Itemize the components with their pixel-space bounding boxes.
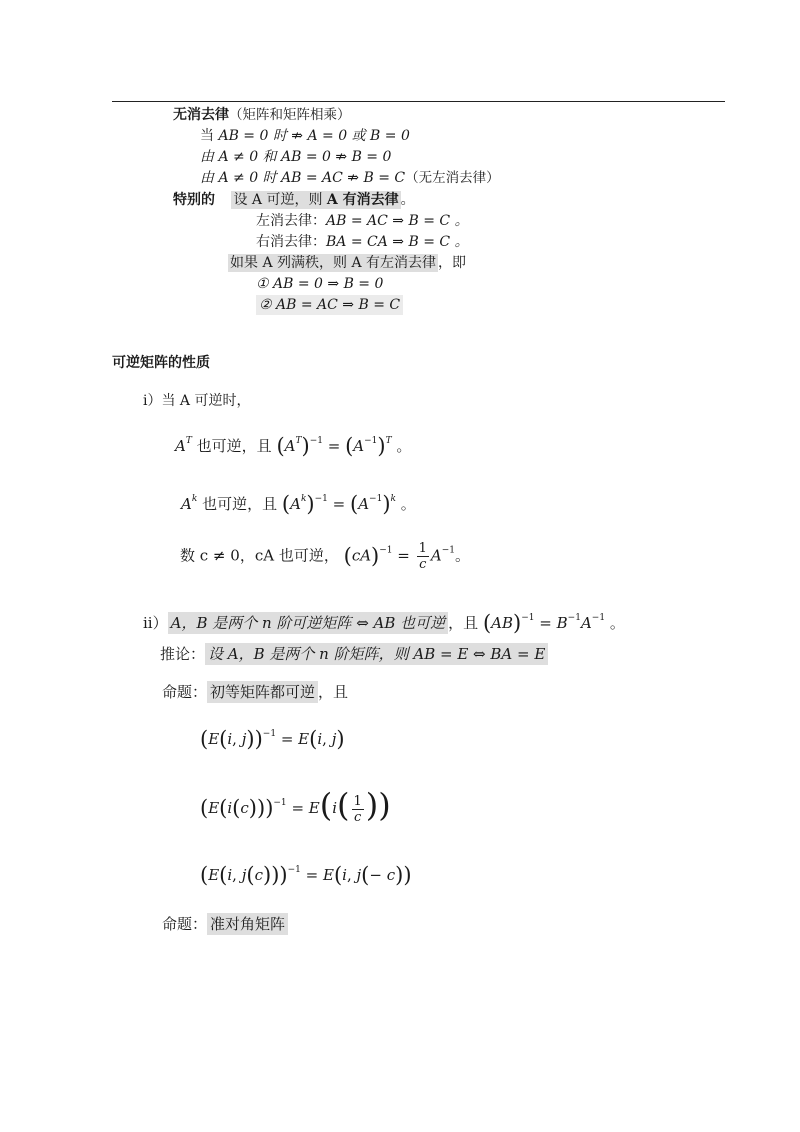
special-label: 特别的	[173, 192, 215, 208]
formula-transpose: $A^T$ 也可逆，且 $(A^T)^{-1} = (A^{-1})^T$ 。	[175, 434, 412, 458]
formula-scalar-text: 数 c ≠ 0，cA 也可逆，	[180, 546, 339, 565]
formula-scalar: 数 c ≠ 0，cA 也可逆， (cA)$^{-1}$ = $\frac{1}{c}$ $A^{-1}$。	[180, 541, 471, 572]
cancel-line-3-note: （无左消去律）	[405, 170, 500, 186]
special-end: 。	[400, 192, 415, 208]
cancel-line-3-formula: 由 A ≠ 0 时 AB = AC ⇏ B = C	[200, 170, 406, 186]
cancel-case-1: ① AB = 0 ⇒ B = 0	[256, 276, 384, 292]
proposition-1-end: ，且	[318, 683, 349, 701]
props-i-label: i）当 A 可逆时，	[143, 393, 251, 409]
proposition-2-label: 命题：	[162, 915, 208, 933]
fraction-one-over-c-2: $\frac{1}{c}$	[353, 793, 362, 825]
right-cancel-line	[256, 232, 469, 252]
proposition-1-label: 命题：	[162, 683, 208, 701]
formula-power: $A^k$ 也可逆，且 $(A^k)^{-1} = (A^{-1})^k$ 。	[181, 492, 416, 516]
formula-power-text: 也可逆，且	[202, 495, 278, 513]
cancel-title: 无消去律	[173, 107, 229, 123]
props-ii-highlight: A，B 是两个 n 阶可逆矩阵 ⇔ AB 也可逆	[168, 612, 449, 634]
inference-label: 推论：	[160, 645, 206, 663]
props-ii-rest: ，且	[448, 614, 479, 632]
cancel-line-1	[200, 126, 410, 146]
formula-elementary-scale: $(E(i(c)))^{-1} = E(i$( $\frac{1}{c}$ ))	[200, 786, 391, 825]
formula-elementary-add: (E(i, j(c)))$^{-1}$ = E(i, j(− c))	[200, 863, 412, 887]
inference-text: 设 A，B 是两个 n 阶矩阵，则 AB = E ⇔ BA = E	[205, 643, 548, 665]
formula-transpose-text: 也可逆，且	[196, 437, 272, 455]
proposition-1-text: 初等矩阵都可逆	[207, 681, 318, 703]
inference-line	[160, 643, 548, 664]
fullrank-line	[228, 253, 466, 273]
formula-elementary-swap: (E(i, j))$^{-1}$ = E(i, j)	[200, 727, 345, 751]
proposition-1-line	[162, 681, 348, 702]
props-ii-label: ii）	[143, 614, 168, 632]
cancel-line-1b: AB = 0 时 ⇏ A = 0 或 B = 0	[218, 128, 410, 144]
fullrank-end: ，即	[438, 255, 467, 271]
right-cancel-label: 右消去律：	[256, 234, 326, 250]
cancel-title-note: （矩阵和矩阵相乘）	[229, 107, 351, 123]
proposition-2-text: 准对角矩阵	[207, 913, 288, 935]
special-line	[173, 190, 415, 210]
cancel-line-1a: 当	[200, 128, 214, 144]
special-text: 设 A 可逆，则	[233, 192, 327, 208]
proposition-2-line	[162, 913, 288, 934]
cancel-line-3	[200, 168, 500, 188]
left-cancel-label: 左消去律：	[256, 213, 326, 229]
right-cancel-formula: BA = CA ⇒ B = C 。	[326, 234, 469, 250]
cancel-case-2: ② AB = AC ⇒ B = C	[256, 295, 403, 315]
special-bold: A 有消去律	[326, 192, 399, 208]
fraction-one-over-c: $\frac{1}{c}$	[418, 541, 427, 572]
special-statement	[231, 191, 400, 209]
cancel-title-line	[173, 105, 351, 125]
props-ii-line: ii） A，B 是两个 n 阶可逆矩阵 ⇔ AB 也可逆 ，且 $(AB)^{-1} = B^{-1}A^{-1}$ 。	[143, 611, 625, 635]
header-rule	[112, 101, 725, 102]
props-heading: 可逆矩阵的性质	[112, 355, 210, 371]
fullrank-text: 如果 A 列满秩，则 A 有左消去律	[230, 255, 437, 271]
left-cancel-line	[256, 211, 469, 231]
left-cancel-formula: AB = AC ⇒ B = C 。	[326, 213, 469, 229]
cancel-line-2: 由 A ≠ 0 和 AB = 0 ⇏ B = 0	[200, 149, 392, 165]
